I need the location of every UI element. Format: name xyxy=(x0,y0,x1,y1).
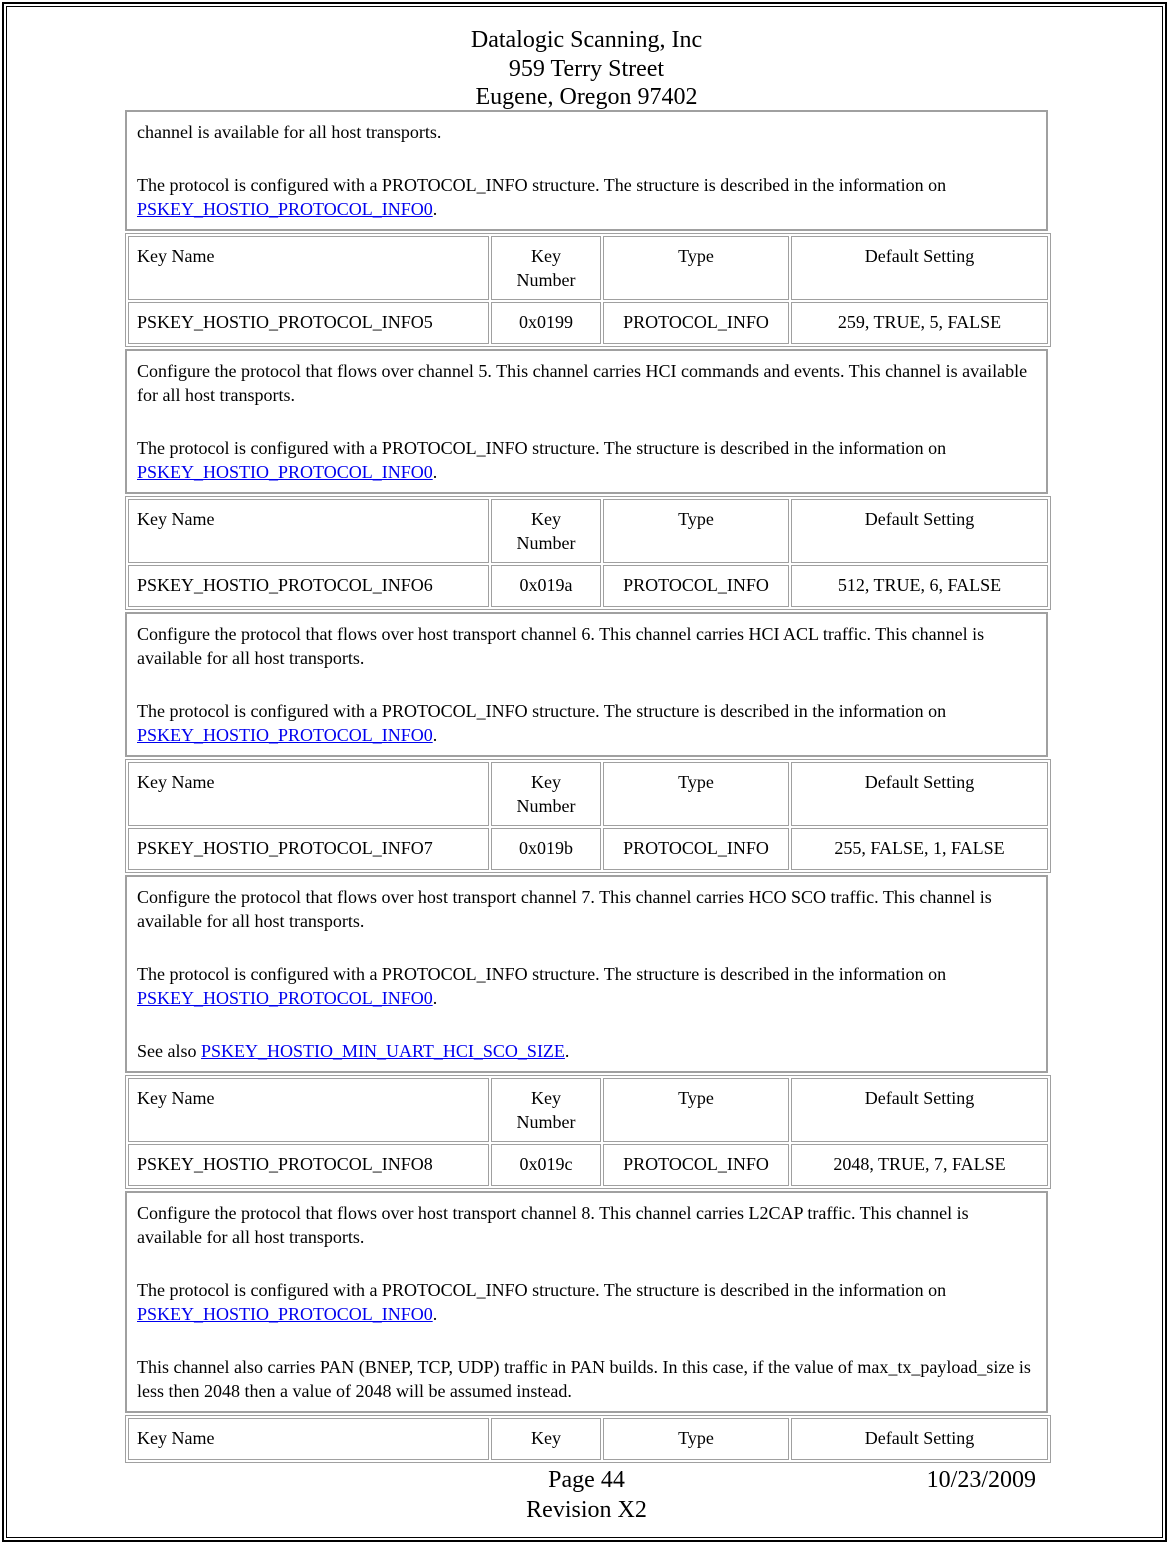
table-header-row xyxy=(128,1078,1048,1142)
description-text: This channel also carries PAN (BNEP, TCP, UDP) traffic in PAN builds. In this case, if the value of max_tx_payload_size is less then 2048 then a value of 2048 will be assumed instead. xyxy=(137,1357,1031,1401)
table-header-row xyxy=(128,1418,1048,1460)
street-address: 959 Terry Street xyxy=(508,55,665,82)
key-name: PSKEY_HOSTIO_PROTOCOL_INFO8 xyxy=(128,1144,489,1186)
table-row xyxy=(128,302,1048,344)
key-table xyxy=(125,1415,1051,1463)
header-key-name: Key Name xyxy=(128,1078,489,1142)
key-default: 259, TRUE, 5, FALSE xyxy=(791,302,1048,344)
description-text: See also PSKEY_HOSTIO_MIN_UART_HCI_SCO_SIZE. xyxy=(137,1041,570,1061)
key-name: PSKEY_HOSTIO_PROTOCOL_INFO5 xyxy=(128,302,489,344)
header-key-name: Key Name xyxy=(128,236,489,300)
table-row xyxy=(128,1144,1048,1186)
header-type: Type xyxy=(603,499,789,563)
description-block xyxy=(125,875,1048,1073)
key-default: 512, TRUE, 6, FALSE xyxy=(791,565,1048,607)
description-text: The protocol is configured with a PROTOCOL_INFO structure. The structure is described in the information on PSKEY_HOSTIO_PROTOCOL_INFO0. xyxy=(137,175,947,219)
header-default-setting: Default Setting xyxy=(791,499,1048,563)
key-table xyxy=(125,759,1051,873)
key-table xyxy=(125,233,1051,347)
description-text: The protocol is configured with a PROTOCOL_INFO structure. The structure is described in the information on PSKEY_HOSTIO_PROTOCOL_INFO0. xyxy=(137,701,947,745)
pskey-link[interactable]: PSKEY_HOSTIO_PROTOCOL_INFO0 xyxy=(137,199,433,219)
page-number: Page 44 xyxy=(548,1467,625,1493)
letterhead xyxy=(0,26,1173,112)
pskey-link[interactable]: PSKEY_HOSTIO_PROTOCOL_INFO0 xyxy=(137,988,433,1008)
pskey-link[interactable]: PSKEY_HOSTIO_PROTOCOL_INFO0 xyxy=(137,725,433,745)
header-key-name: Key Name xyxy=(128,499,489,563)
table-header-row xyxy=(128,762,1048,826)
description-block xyxy=(125,1191,1048,1413)
table-row xyxy=(128,828,1048,870)
description-text: channel is available for all host transports. xyxy=(137,122,442,142)
key-default: 2048, TRUE, 7, FALSE xyxy=(791,1144,1048,1186)
footer-date: 10/23/2009 xyxy=(926,1467,1036,1493)
header-key-number: Key Number xyxy=(491,762,601,826)
key-number: 0x019b xyxy=(491,828,601,870)
key-type: PROTOCOL_INFO xyxy=(603,1144,789,1186)
key-number: 0x019c xyxy=(491,1144,601,1186)
pskey-link[interactable]: PSKEY_HOSTIO_PROTOCOL_INFO0 xyxy=(137,462,433,482)
description-block xyxy=(125,612,1048,757)
description-text: Configure the protocol that flows over host transport channel 6. This channel carries HCI ACL traffic. This channel is available for all host transports. xyxy=(137,624,985,668)
header-key-number: Key Number xyxy=(491,236,601,300)
header-default-setting: Default Setting xyxy=(791,762,1048,826)
description-text: Configure the protocol that flows over host transport channel 8. This channel carries L2CAP traffic. This channel is available for all host transports. xyxy=(137,1203,969,1247)
table-header-row xyxy=(128,499,1048,563)
key-name: PSKEY_HOSTIO_PROTOCOL_INFO6 xyxy=(128,565,489,607)
header-type: Type xyxy=(603,1418,789,1460)
key-number: 0x0199 xyxy=(491,302,601,344)
company-name: Datalogic Scanning, Inc xyxy=(470,27,703,53)
key-number: 0x019a xyxy=(491,565,601,607)
header-key-number: Key Number xyxy=(491,499,601,563)
document-body xyxy=(125,110,1048,1465)
header-default-setting: Default Setting xyxy=(791,1078,1048,1142)
header-key-name: Key Name xyxy=(128,1418,489,1460)
key-table xyxy=(125,496,1051,610)
header-key-number: Key Number xyxy=(491,1078,601,1142)
city-address: Eugene, Oregon 97402 xyxy=(475,84,698,110)
header-type: Type xyxy=(603,762,789,826)
header-default-setting: Default Setting xyxy=(791,236,1048,300)
description-block xyxy=(125,349,1048,494)
header-type: Type xyxy=(603,1078,789,1142)
header-type: Type xyxy=(603,236,789,300)
table-header-row xyxy=(128,236,1048,300)
header-key: Key xyxy=(491,1418,601,1460)
description-text: The protocol is configured with a PROTOCOL_INFO structure. The structure is described in the information on PSKEY_HOSTIO_PROTOCOL_INFO0. xyxy=(137,438,947,482)
table-row xyxy=(128,565,1048,607)
pskey-link[interactable]: PSKEY_HOSTIO_PROTOCOL_INFO0 xyxy=(137,1304,433,1324)
description-text: Configure the protocol that flows over channel 5. This channel carries HCI commands and events. This channel is available for all host transports. xyxy=(137,361,1028,405)
pskey-link[interactable]: PSKEY_HOSTIO_MIN_UART_HCI_SCO_SIZE xyxy=(200,1041,565,1061)
key-type: PROTOCOL_INFO xyxy=(603,565,789,607)
description-block-continued xyxy=(125,110,1048,231)
header-key-name: Key Name xyxy=(128,762,489,826)
key-name: PSKEY_HOSTIO_PROTOCOL_INFO7 xyxy=(128,828,489,870)
key-table xyxy=(125,1075,1051,1189)
key-type: PROTOCOL_INFO xyxy=(603,828,789,870)
description-text: The protocol is configured with a PROTOCOL_INFO structure. The structure is described in the information on PSKEY_HOSTIO_PROTOCOL_INFO0. xyxy=(137,1280,947,1324)
revision: Revision X2 xyxy=(526,1497,647,1523)
description-text: The protocol is configured with a PROTOCOL_INFO structure. The structure is described in the information on PSKEY_HOSTIO_PROTOCOL_INFO0. xyxy=(137,964,947,1008)
key-type: PROTOCOL_INFO xyxy=(603,302,789,344)
header-default-setting: Default Setting xyxy=(791,1418,1048,1460)
description-text: Configure the protocol that flows over host transport channel 7. This channel carries HCO SCO traffic. This channel is available for all host transports. xyxy=(137,887,992,931)
key-default: 255, FALSE, 1, FALSE xyxy=(791,828,1048,870)
